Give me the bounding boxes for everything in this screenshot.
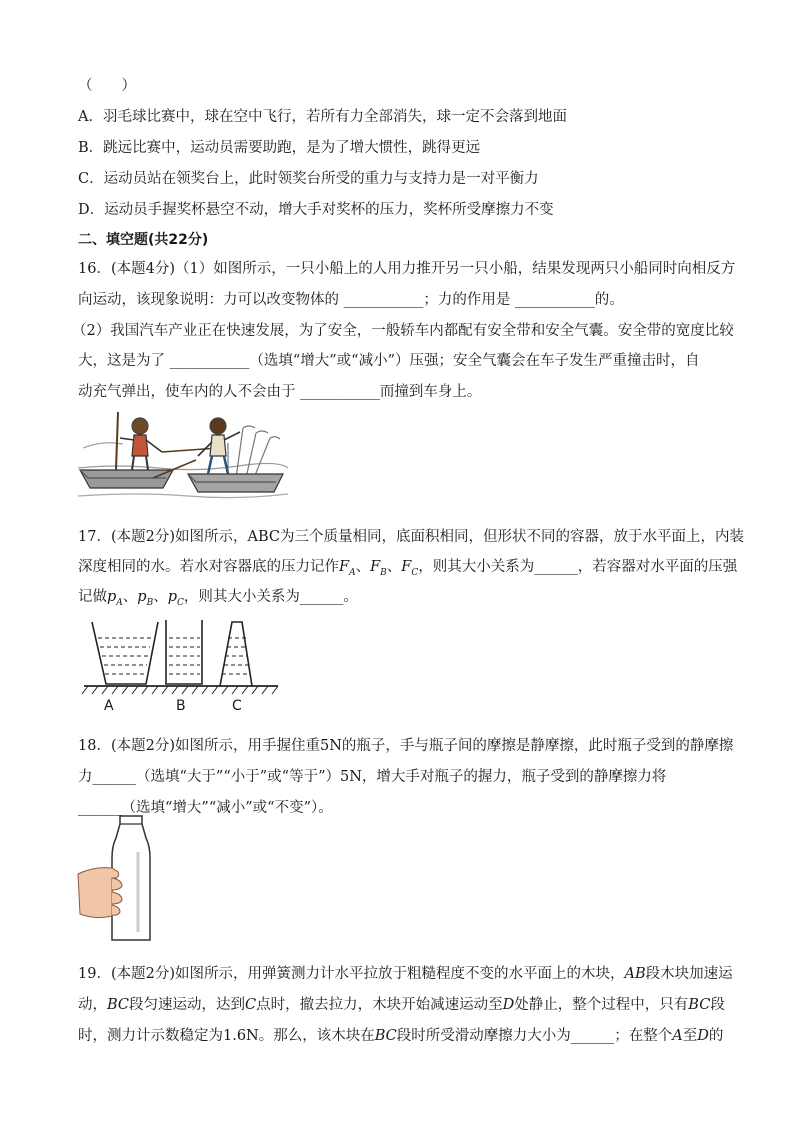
boats-figure <box>78 408 288 500</box>
q15-option-a: A．羽毛球比赛中，球在空中飞行，若所有力全部消失，球一定不会落到地面 <box>78 109 567 125</box>
q19-line3 <box>78 1026 723 1046</box>
container-label-b: B <box>176 698 186 714</box>
q19-line2-text-c: 点时，撤去拉力，木块开始减速运动至 <box>256 997 503 1013</box>
q15-option-b: B．跳远比赛中，运动员需要助跑，是为了增大惯性，跳得更远 <box>78 140 481 156</box>
container-label-c: C <box>232 698 242 714</box>
bottle-figure <box>76 812 168 944</box>
q19-var-d: D <box>502 997 515 1013</box>
q15-paren: （ ） <box>78 78 136 94</box>
q19-line2-text-b: 段匀速运动，达到 <box>129 997 246 1013</box>
q19-line2-text-e: 段 <box>710 997 725 1013</box>
q19-line3-text-c: 至 <box>682 1028 698 1044</box>
q19-var-a: A <box>672 1028 683 1044</box>
q19-var-bc: BC <box>107 997 130 1013</box>
q17-line3-text-b: ，则其大小关系为______。 <box>183 589 358 605</box>
q16-line2: 向运动，该现象说明：力可以改变物体的 ___________；力的作用是 ___________的。 <box>78 292 624 308</box>
q17-line3: 记做$p_A$、$p_B$、$p_C$，则其大小关系为______。 <box>78 589 358 608</box>
q19-var-bc-3: BC <box>374 1028 397 1044</box>
q17-line2-text-a: 深度相同的水。若水对容器底的压力记作 <box>78 559 339 575</box>
q19-line2 <box>78 995 725 1015</box>
q19-line1 <box>78 964 733 984</box>
q15-option-c: C．运动员站在领奖台上，此时领奖台所受的重力与支持力是一对平衡力 <box>78 171 539 187</box>
q19-line1-text-a: 19．(本题2分)如图所示，用弹簧测力计水平拉放于粗糙程度不变的水平面上的木块， <box>78 966 625 982</box>
q16-line5: 动充气弹出，使车内的人不会由于 ___________而撞到车身上。 <box>78 384 482 400</box>
q19-var-c: C <box>245 997 257 1013</box>
q17-line2: 深度相同的水。若水对容器底的压力记作$F_A$、$F_B$、$F_C$，则其大小关系为______，若容器对水平面的压强 <box>78 559 738 578</box>
q18-line1: 18．(本题2分)如图所示，用手握住重5N的瓶子，手与瓶子间的摩擦是静摩擦，此时瓶子受到的静摩擦 <box>78 738 734 754</box>
q16-line3: （2）我国汽车产业正在快速发展，为了安全，一般轿车内都配有安全带和安全气囊。安全带的宽度比较 <box>72 323 734 339</box>
q17-line2-text-b: ，则其大小关系为______，若容器对水平面的压强 <box>418 559 738 575</box>
q19-line2-text-a: 动， <box>78 997 107 1013</box>
q16-line4: 大，这是为了 ___________（选填“增大”或“减小”）压强；安全气囊会在车子发生严重撞击时，自 <box>78 353 700 369</box>
q18-line2: 力______（选填“大于”“小于”或“等于”）5N，增大手对瓶子的握力，瓶子受到的静摩擦力将 <box>78 769 667 785</box>
q19-var-d-2: D <box>697 1028 709 1044</box>
q19-line3-text-b: 段时所受滑动摩擦力大小为______；在整个 <box>396 1028 673 1044</box>
q19-var-bc-2: BC <box>688 997 711 1013</box>
section-title: 二、填空题(共22分) <box>78 232 209 248</box>
q16-line1: 16．(本题4分)（1）如图所示，一只小船上的人用力推开另一只小船，结果发现两只小船同时向相反方 <box>78 261 736 277</box>
q19-line1-text-b: 段木块加速运 <box>645 966 733 982</box>
q19-line2-text-d: 处静止，整个过程中，只有 <box>514 997 689 1013</box>
container-label-a: A <box>104 698 114 714</box>
q19-line3-text-a: 时，测力计示数稳定为1.6N。那么，该木块在 <box>78 1028 375 1044</box>
q17-line1: 17．(本题2分)如图所示，ABC为三个质量相同，底面积相同，但形状不同的容器，放于水平面上，内装 <box>78 529 744 545</box>
q15-option-d: D．运动员手握奖杯悬空不动，增大手对奖杯的压力，奖杯所受摩擦力不变 <box>78 202 554 218</box>
q18-line3: ______（选填“增大”“减小”或“不变”）。 <box>78 800 333 816</box>
q17-line3-text-a: 记做 <box>78 589 107 605</box>
q19-var-ab: AB <box>624 966 646 982</box>
q19-line3-text-d: 的 <box>708 1028 724 1044</box>
